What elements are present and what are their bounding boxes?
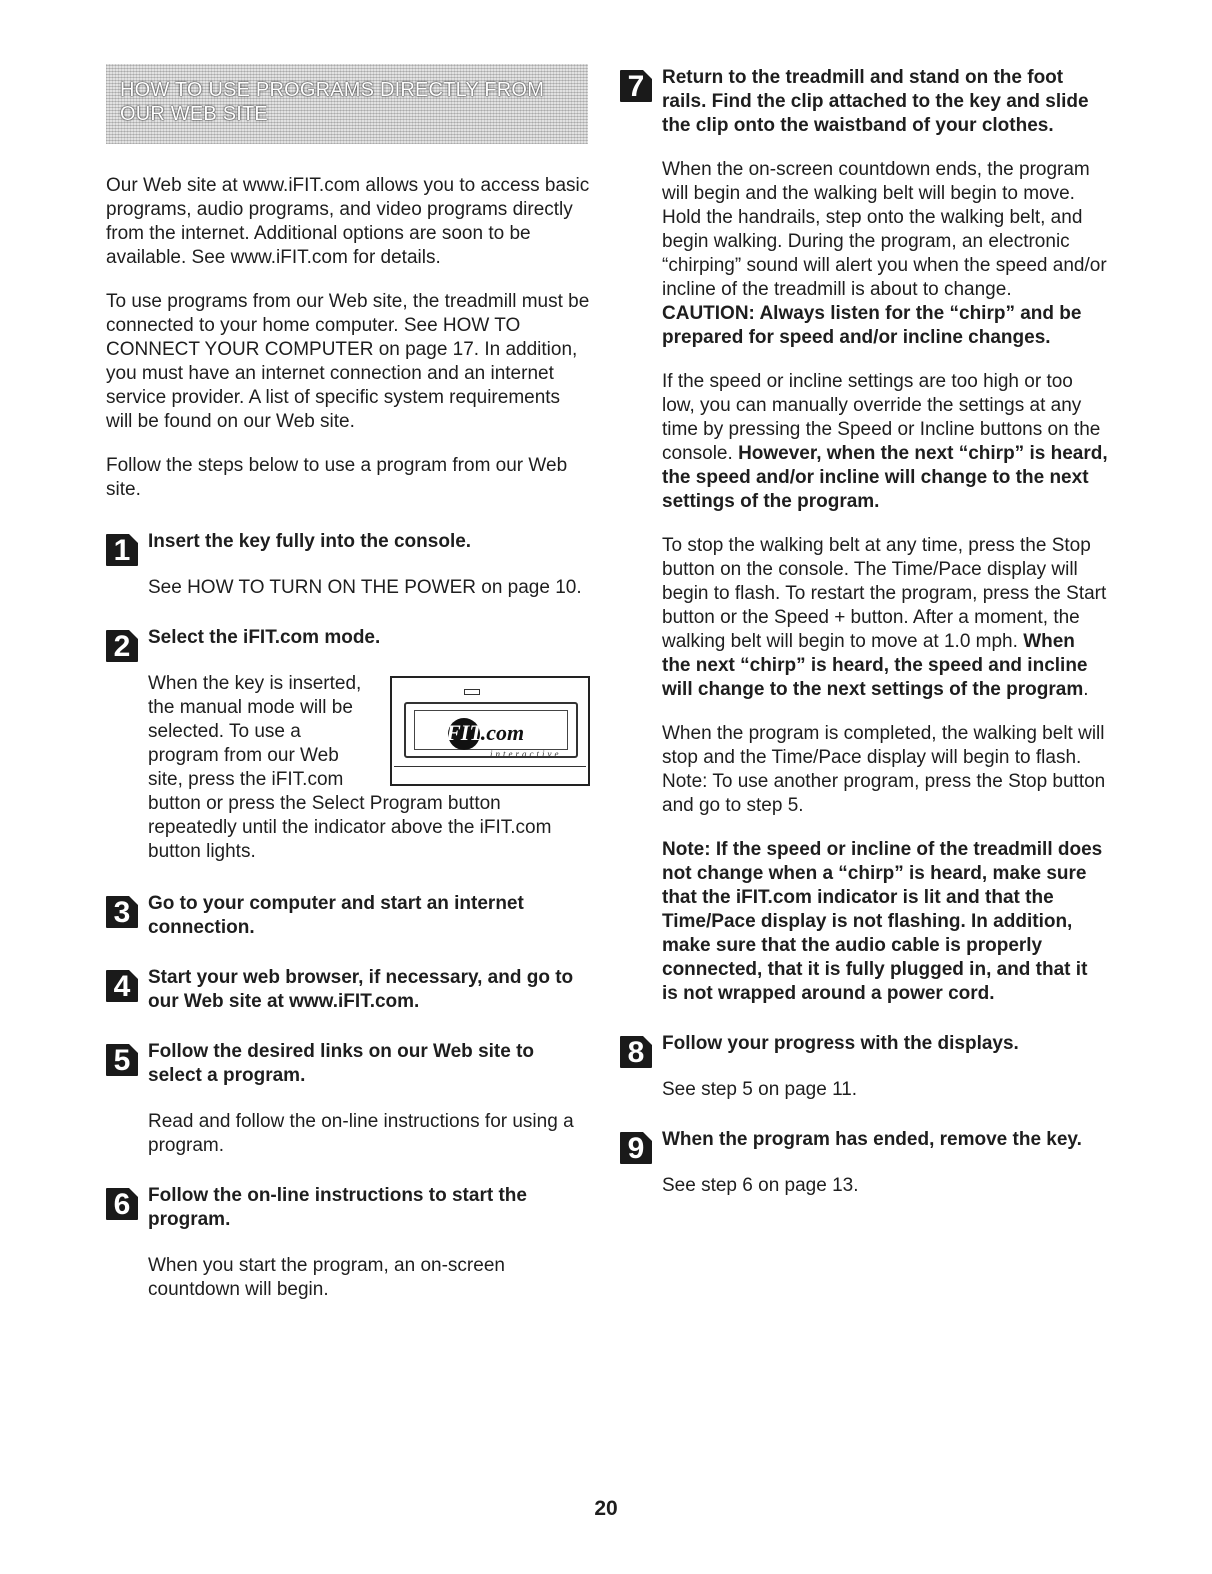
step-title: Return to the treadmill and stand on the foot rails. Find the clip attached to the key and slide the clip onto the waistband of your clothes.: [662, 67, 1089, 136]
step-7-paragraph-1-text: When the on-screen countdown ends, the program will begin and the walking belt will begin to move. Hold the handrails, step onto the walking belt, and begin walking. During the program, an electronic “chirping” sound will alert you when the speed and/or incline of the treadmill is about to change.: [662, 159, 1107, 300]
display-base-line: [394, 766, 586, 767]
step-7: [627, 66, 1108, 1006]
step-body: Read and follow the on-line instructions for using a program.: [148, 1111, 574, 1156]
section-title-line-1: HOW TO USE PROGRAMS DIRECTLY FROM: [120, 79, 545, 101]
logo-tagline: interactive: [490, 749, 562, 759]
logo-com: .com: [480, 720, 525, 745]
step-title: Start your web browser, if necessary, and go to our Web site at www.iFIT.com.: [148, 967, 574, 1012]
step-7-paragraph-3-end: .: [1083, 679, 1089, 700]
step-body: See HOW TO TURN ON THE POWER on page 10.: [148, 577, 582, 598]
step-7-paragraph-2: [662, 370, 1108, 514]
section-title-line-2: OUR WEB SITE: [120, 103, 268, 125]
step-7-paragraph-2-text: If the speed or incline settings are too high or too low, you can manually override the settings at any time by pressing the Speed or Incline buttons on the console.: [662, 371, 1101, 464]
section-header: [106, 64, 588, 144]
step-number-badge: 8: [620, 1036, 652, 1068]
step-number-badge: 1: [106, 534, 138, 566]
step-5: [113, 1040, 590, 1158]
step-7-paragraph-3-text: To stop the walking belt at any time, press the Stop button on the console. The Time/Pace display will begin to flash. To restart the program, press the Start button or the Speed + button. After a moment, the walking belt will begin to move at 1.0 mph.: [662, 535, 1107, 652]
step-2: [113, 626, 590, 864]
step-7-paragraph-4: When the program is completed, the walking belt will stop and the Time/Pace display will begin to flash. Note: To use another program, press the Stop button and go to step 5.: [662, 723, 1106, 816]
display-panel: [404, 702, 578, 758]
logo-fit: FIT: [446, 720, 481, 745]
intro-paragraph-3: Follow the steps below to use a program from our Web site.: [106, 455, 568, 500]
step-title: Follow the desired links on our Web site to select a program.: [148, 1041, 535, 1086]
indicator-light-icon: [464, 689, 480, 695]
step-1: [113, 530, 590, 600]
step-title: Insert the key fully into the console.: [148, 531, 472, 552]
left-column: [106, 64, 590, 1302]
page-number: 20: [594, 1497, 618, 1520]
step-title: Follow your progress with the displays.: [662, 1033, 1019, 1054]
step-4: [113, 966, 590, 1014]
step-body: See step 5 on page 11.: [662, 1079, 858, 1100]
step-7-paragraph-2-bold: However, when the next “chirp” is heard, the speed and/or incline will change to the next settings of the program.: [662, 443, 1108, 512]
intro-paragraph-2: To use programs from our Web site, the treadmill must be connected to your home computer. See HOW TO CONNECT YOUR COMPUTER on page 17. In addition, you must have an internet connection and an internet service provider. A list of specific system requirements will be found on our Web site.: [106, 291, 590, 432]
step-number-badge: 7: [620, 70, 652, 102]
step-title: Follow the on-line instructions to start the program.: [148, 1185, 527, 1230]
step-7-paragraph-3-bold: When the next “chirp” is heard, the speed and incline will change to the next settings of the program: [662, 631, 1088, 700]
step-number-badge: 9: [620, 1132, 652, 1164]
step-body: See step 6 on page 13.: [662, 1175, 859, 1196]
step-body: When you start the program, an on-screen countdown will begin.: [148, 1255, 505, 1300]
step-body-with-figure: [148, 672, 590, 864]
step-8: [627, 1032, 1108, 1102]
step-number-badge: 3: [106, 896, 138, 928]
step-number-badge: 2: [106, 630, 138, 662]
step-6: [113, 1184, 590, 1302]
right-column: [622, 66, 1108, 1198]
step-number-badge: 6: [106, 1188, 138, 1220]
step-7-paragraph-1: [662, 158, 1108, 350]
step-number-badge: 5: [106, 1044, 138, 1076]
logo-i: i: [440, 720, 447, 745]
step-body: When the key is inserted, the manual mode will be selected. To use a program from our Web site, press the iFIT.com button or press the Select Program button repeatedly until the indicator above the iFIT.com button lights.: [148, 673, 552, 862]
intro-paragraph-1: Our Web site at www.iFIT.com allows you to access basic programs, audio programs, and video programs directly from the internet. Additional options are soon to be available. See www.iFIT.com for details.: [106, 175, 590, 268]
step-title: When the program has ended, remove the key.: [662, 1129, 1082, 1150]
step-9: [627, 1128, 1108, 1198]
step-title: Go to your computer and start an internet connection.: [148, 893, 524, 938]
step-7-paragraph-3: [662, 534, 1108, 702]
step-7-note: [662, 838, 1108, 1006]
note-text: Note: If the speed or incline of the treadmill does not change when a “chirp” is heard, make sure that the iFIT.com indicator is lit and that the Time/Pace display is not flashing. In addition, make sure that the audio cable is properly connected, that it is fully plugged in, and that it is not wrapped around a power cord.: [662, 839, 1103, 1004]
step-number-badge: 4: [106, 970, 138, 1002]
console-display-illustration: [390, 676, 590, 786]
step-3: [113, 892, 590, 940]
step-title: Select the iFIT.com mode.: [148, 627, 381, 648]
caution-text: CAUTION: Always listen for the “chirp” and be prepared for speed and/or incline changes.: [662, 303, 1082, 348]
